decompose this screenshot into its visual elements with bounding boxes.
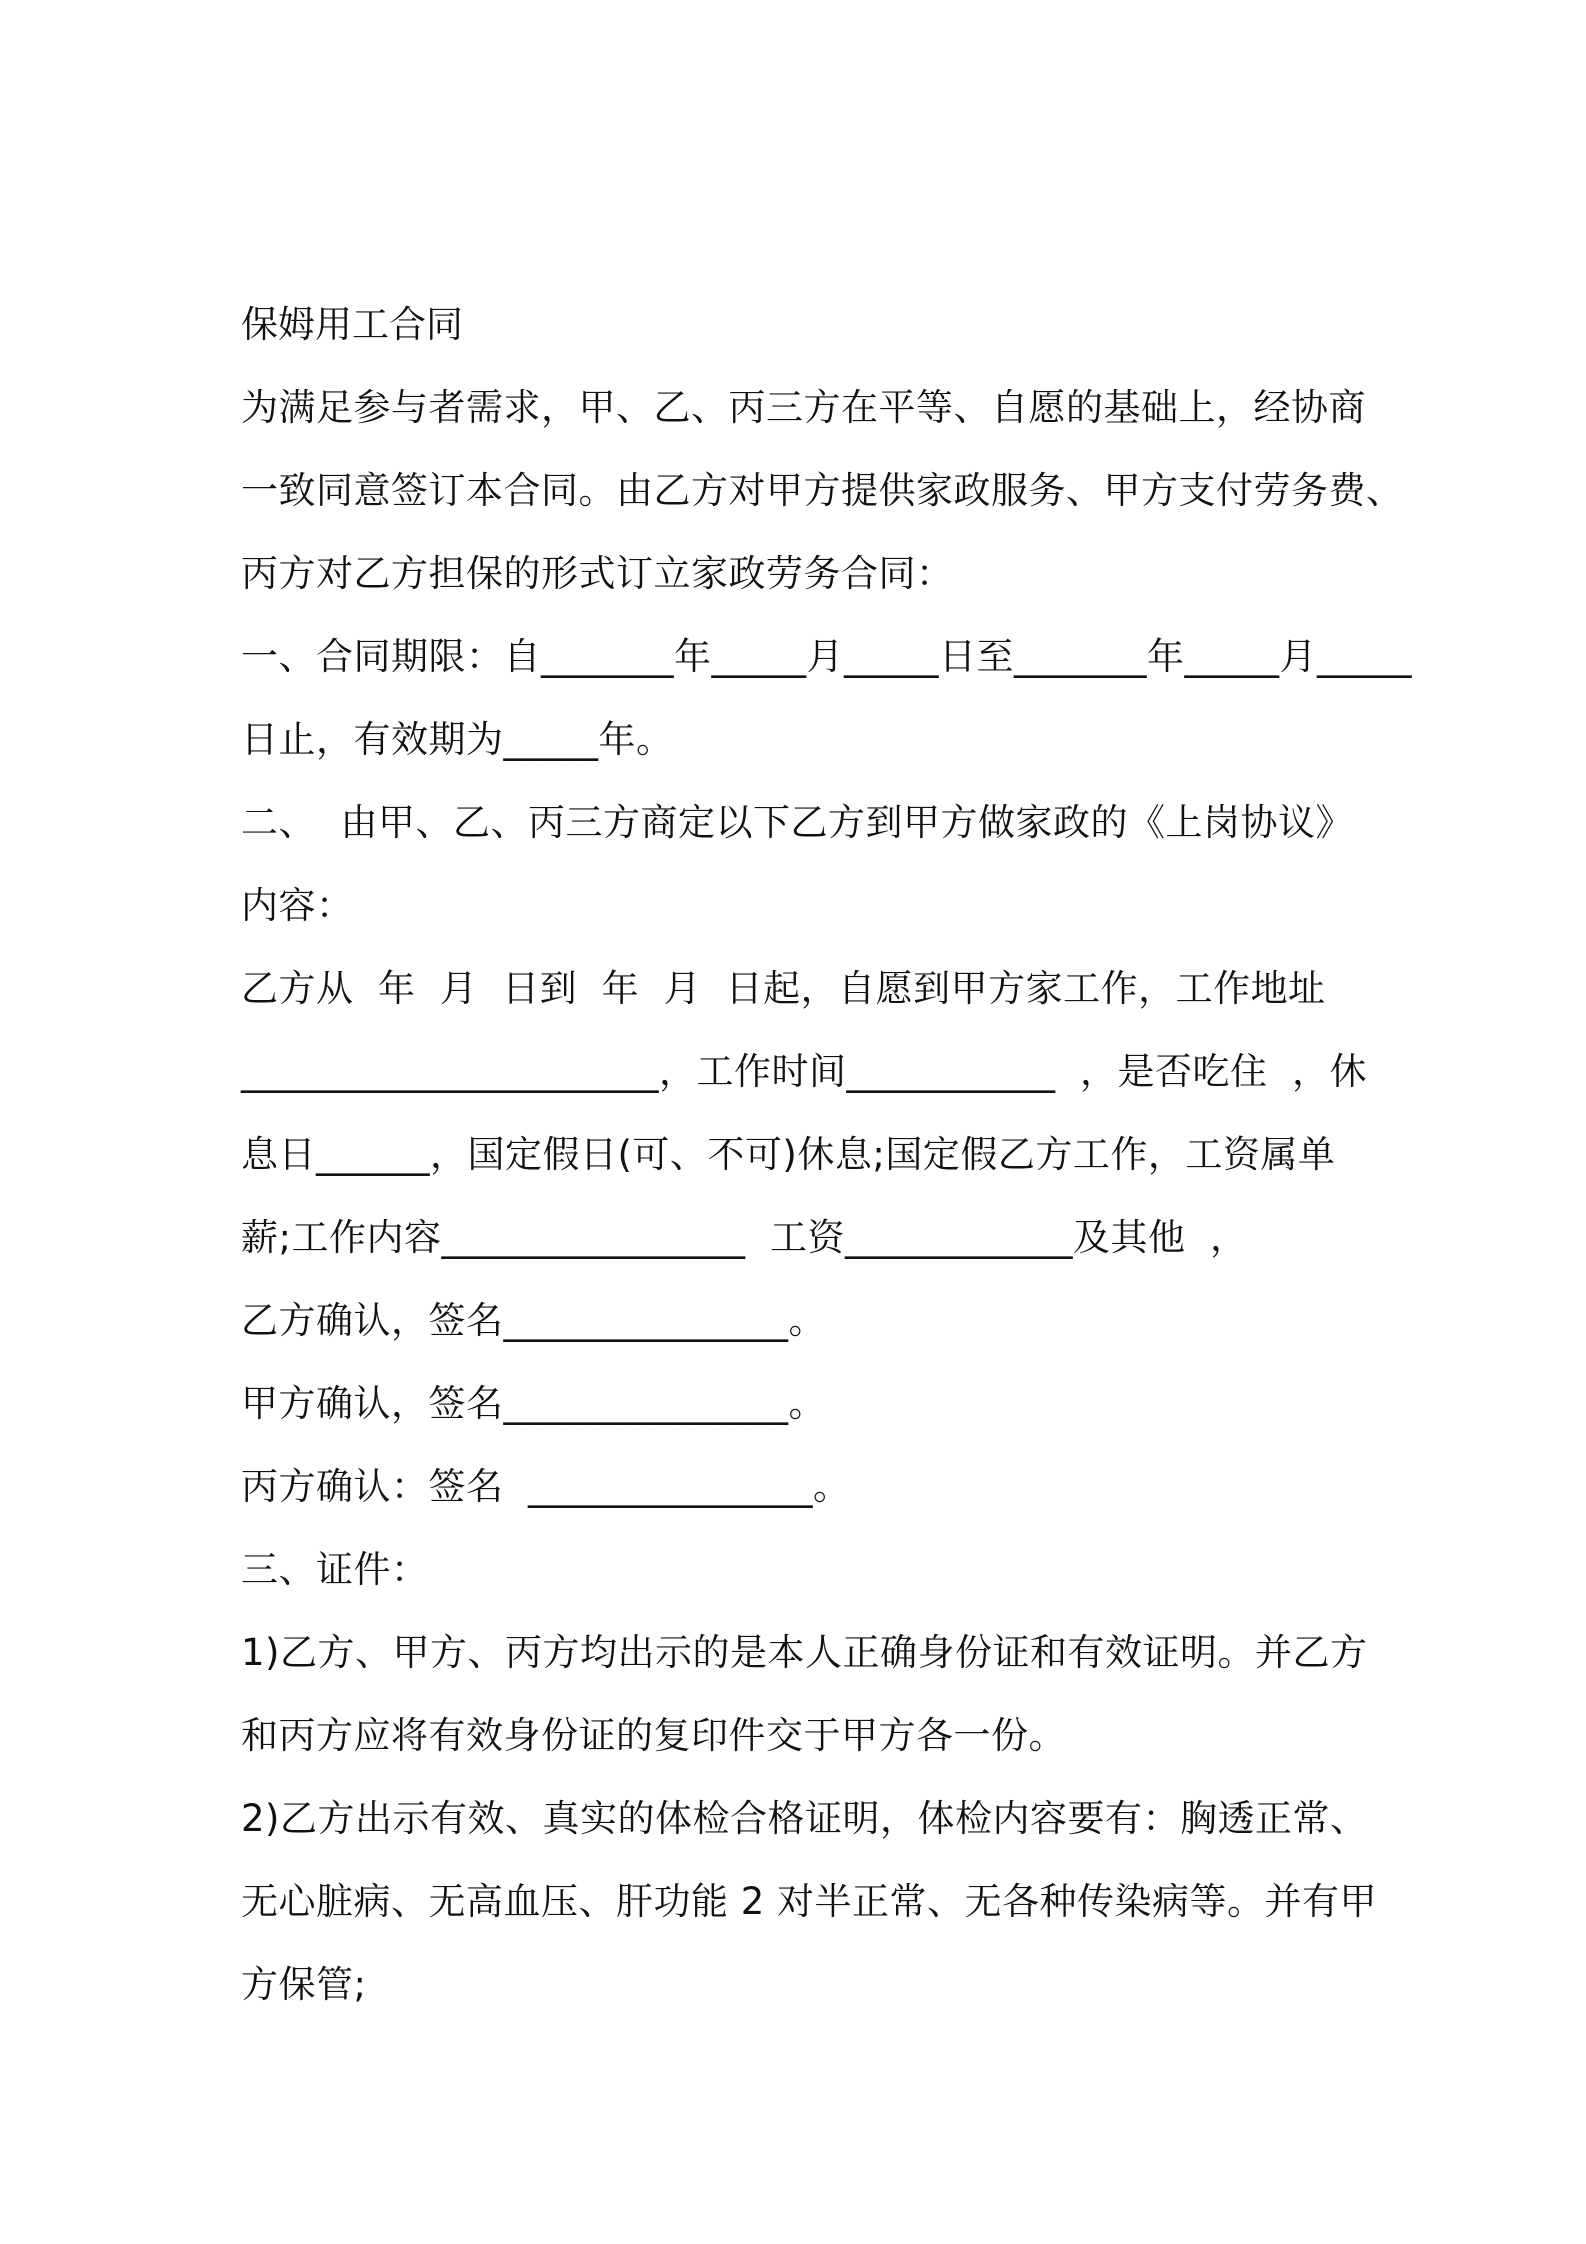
document-title: 保姆用工合同 <box>241 303 463 346</box>
section-heading: 三、证件： <box>241 1548 429 1591</box>
paragraph-line: 为满足参与者需求，甲、乙、丙三方在平等、自愿的基础上，经协商 <box>241 386 1366 429</box>
paragraph-line: ______________________，工作时间___________ ，是否吃住 ，休 <box>241 1050 1368 1093</box>
signature-line: 甲方确认，签名_______________。 <box>241 1382 826 1425</box>
paragraph-line: 内容： <box>241 884 354 927</box>
paragraph-line: 息日______，国定假日(可、不可)休息;国定假乙方工作，工资属单 <box>241 1133 1336 1176</box>
signature-line: 乙方确认，签名_______________。 <box>241 1299 826 1342</box>
paragraph-line: 方保管; <box>241 1963 367 2006</box>
paragraph-line: 薪;工作内容________________ 工资____________及其他 ， <box>241 1216 1248 1259</box>
paragraph-line: 无心脏病、无高血压、肝功能 2 对半正常、无各种传染病等。并有甲 <box>241 1880 1378 1923</box>
paragraph-line: 丙方对乙方担保的形式订立家政劳务合同： <box>241 552 954 595</box>
paragraph-line: 2)乙方出示有效、真实的体检合格证明，体检内容要有：胸透正常、 <box>241 1797 1368 1840</box>
contract-document <box>241 283 1412 2026</box>
signature-line: 丙方确认：签名 _______________。 <box>241 1465 851 1508</box>
paragraph-line: 一致同意签订本合同。由乙方对甲方提供家政服务、甲方支付劳务费、 <box>241 469 1404 512</box>
paragraph-line: 日止，有效期为_____年。 <box>241 718 674 761</box>
paragraph-line: 二、 由甲、乙、丙三方商定以下乙方到甲方做家政的《上岗协议》 <box>241 801 1354 844</box>
paragraph-line: 乙方从 年 月 日到 年 月 日起，自愿到甲方家工作，工作地址 <box>241 967 1326 1010</box>
paragraph-line: 1)乙方、甲方、丙方均出示的是本人正确身份证和有效证明。并乙方 <box>241 1631 1368 1674</box>
paragraph-line: 一、合同期限：自_______年_____月_____日至_______年_____月_____ <box>241 635 1412 678</box>
paragraph-line: 和丙方应将有效身份证的复印件交于甲方各一份。 <box>241 1714 1066 1757</box>
